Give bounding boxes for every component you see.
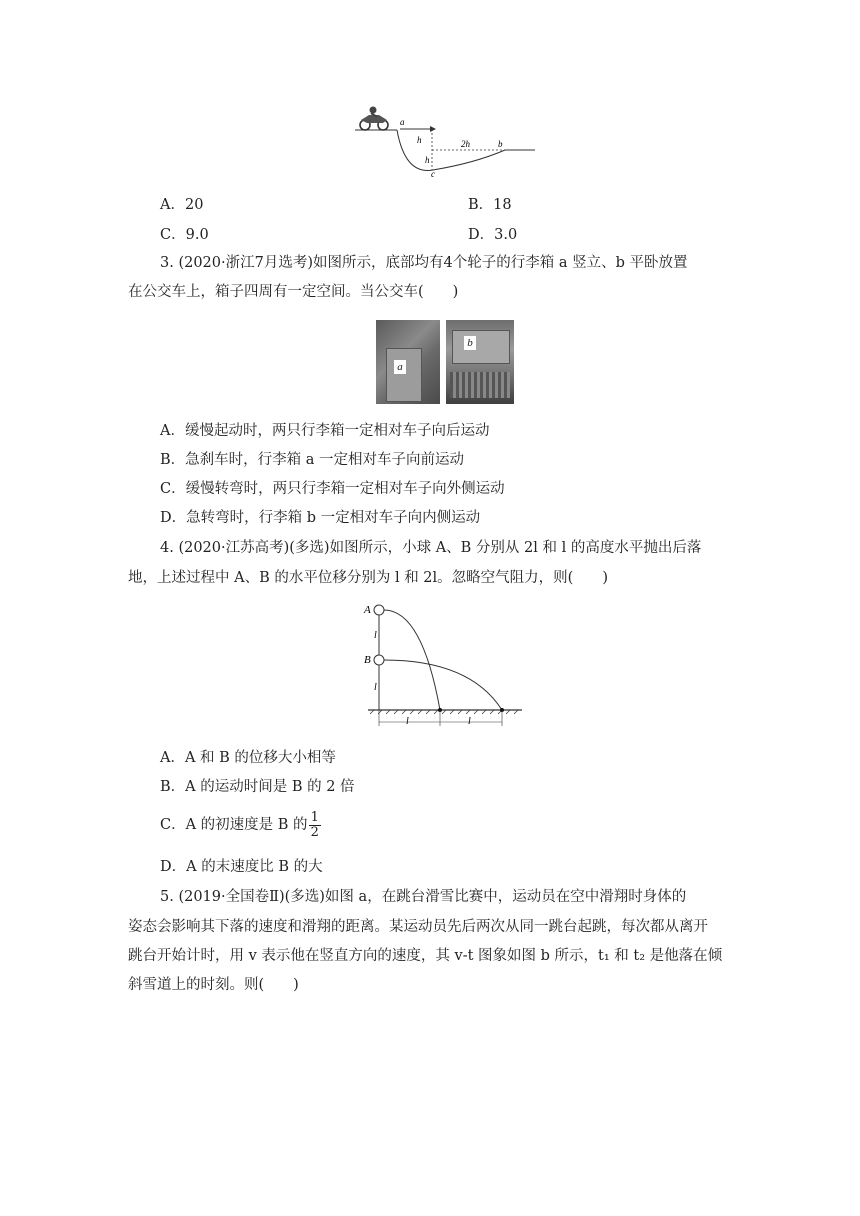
q2-label-c: c (431, 169, 435, 179)
fraction-one-half: $\frac{1}{2}$ (310, 809, 319, 840)
q4-stem-line1: 4. (2020·江苏高考)(多选)如图所示，小球 A、B 分别从 2l 和 l 的高度水平抛出后落 (160, 540, 702, 556)
q2-label-b: b (498, 139, 503, 149)
q3-photo-label-a: a (394, 360, 406, 374)
q2-option-a: A．20 (160, 197, 204, 213)
q4-label-l2: l (374, 682, 377, 693)
q3-option-b: B．急刹车时，行李箱 a 一定相对车子向前运动 (160, 452, 465, 468)
q2-option-c: C．9.0 (160, 227, 209, 243)
q2-figure (355, 105, 540, 180)
q4-label-l4: l (468, 716, 471, 727)
q3-option-d: D．急转弯时，行李箱 b 一定相对车子向内侧运动 (160, 510, 481, 526)
q4-label-l1: l (374, 630, 377, 641)
q2-label-2h: 2h (461, 139, 470, 149)
q3-option-c: C．缓慢转弯时，两只行李箱一定相对车子向外侧运动 (160, 481, 505, 497)
q3-stem-line2: 在公交车上，箱子四周有一定空间。当公交车( ) (128, 284, 459, 300)
q5-stem-line2: 姿态会影响其下落的速度和滑翔的距离。某运动员先后两次从同一跳台起跳，每次都从离开 (128, 919, 708, 935)
q2-label-a: a (400, 117, 405, 127)
suitcase-a-shape (386, 348, 422, 402)
motorcycle-icon (360, 107, 388, 131)
q3-stem-line1: 3. (2020·浙江7月选考)如图所示，底部均有4个轮子的行李箱 a 竖立、b 平卧放置 (160, 255, 688, 271)
q4-option-b: B．A 的运动时间是 B 的 2 倍 (160, 779, 355, 795)
q5-stem-line4: 斜雪道上的时刻。则( ) (128, 977, 299, 993)
q4-stem-line2: 地，上述过程中 A、B 的水平位移分别为 l 和 2l。忽略空气阻力，则( ) (128, 570, 608, 586)
bus-floor-texture (450, 372, 510, 398)
q3-photo-b (446, 320, 514, 404)
q2-label-h2: h (425, 155, 430, 165)
q4-option-a: A．A 和 B 的位移大小相等 (160, 750, 336, 766)
q5-stem-line1: 5. (2019·全国卷Ⅱ)(多选)如图 a，在跳台滑雪比赛中，运动员在空中滑翔时身体的 (160, 889, 687, 905)
q4-option-c: C．A 的初速度是 B 的 $\frac{1}{2}$ (160, 809, 319, 840)
q4-label-B: B (364, 654, 371, 666)
q4-label-A: A (364, 604, 371, 616)
q2-option-b: B．18 (468, 197, 512, 213)
q4-option-d: D．A 的末速度比 B 的大 (160, 859, 323, 875)
q3-photo-label-b: b (464, 336, 476, 350)
q4-label-l3: l (406, 716, 409, 727)
q2-option-d: D．3.0 (468, 227, 518, 243)
q5-stem-line3: 跳台开始计时，用 v 表示他在竖直方向的速度，其 v-t 图象如图 b 所示，t₁ 和 t₂ 是他落在倾 (128, 948, 723, 964)
suitcase-b-shape (452, 330, 510, 364)
q3-option-a: A．缓慢起动时，两只行李箱一定相对车子向后运动 (160, 423, 490, 439)
q3-photo-a (376, 320, 440, 404)
q2-label-h1: h (417, 135, 422, 145)
q4-figure (360, 598, 530, 730)
